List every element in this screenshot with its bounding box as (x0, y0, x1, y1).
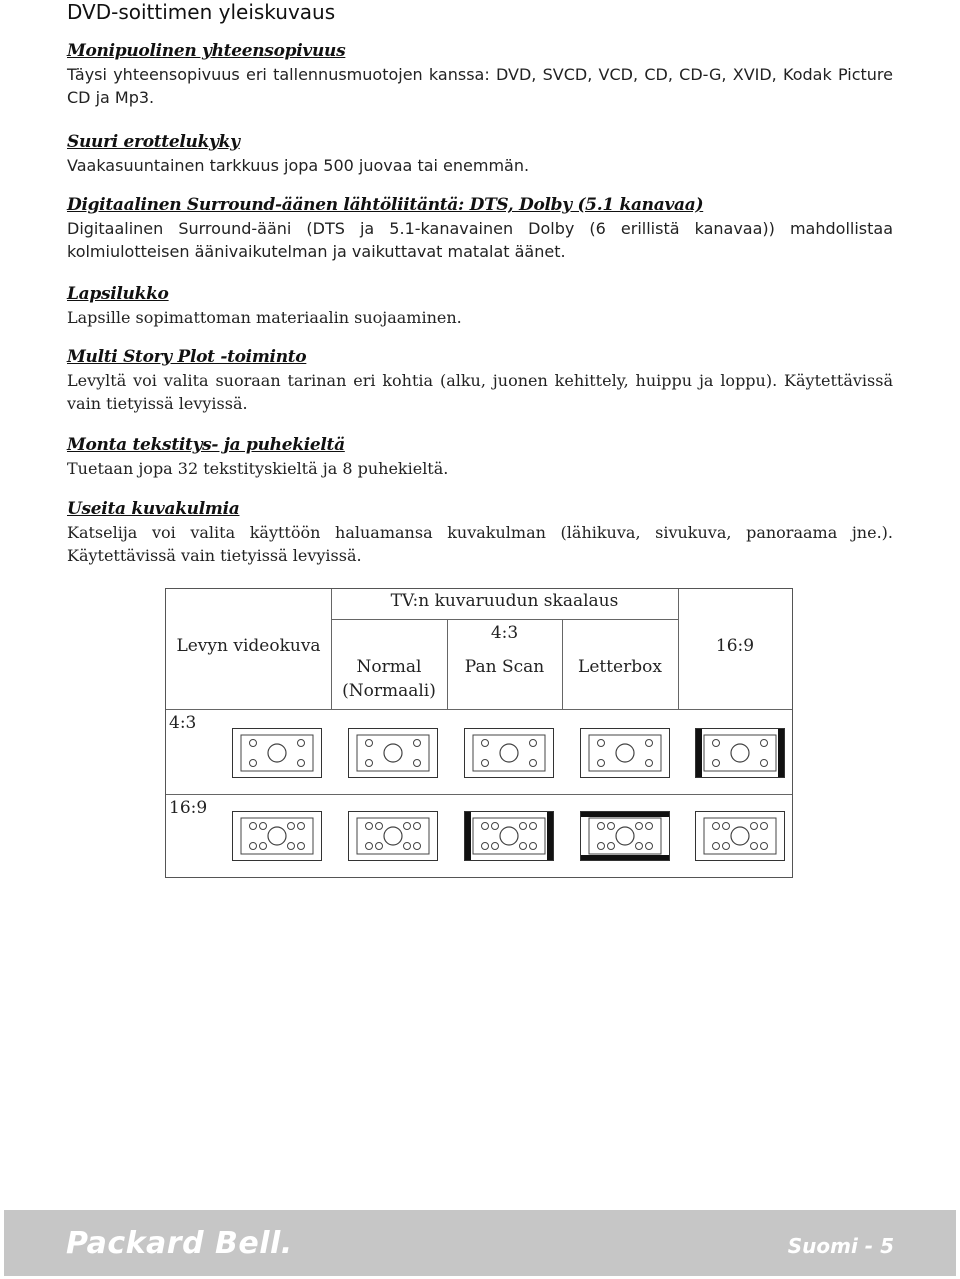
tv-frame-43-letterbox (580, 728, 670, 778)
table-divider (166, 794, 792, 795)
normal-label: Normal (356, 657, 422, 677)
page-footer (4, 1210, 956, 1276)
tv-frame-43-normal (348, 728, 438, 778)
normal-header (331, 655, 447, 703)
section-multi-story (67, 346, 893, 415)
section-body: Katselija voi valita käyttöön haluamansa kuvakulman (lähikuva, sivukuva, panoraama jne.). Käytettävissä vain tietyissä levyissä. (67, 523, 893, 565)
tv-frame-169-widescreen (695, 811, 785, 861)
section-body: Täysi yhteensopivuus eri tallennusmuotojen kanssa: DVD, SVCD, VCD, CD, CD-G, XVID, Kodak Picture CD ja Mp3. (67, 65, 893, 107)
section-angles (67, 498, 893, 567)
section-heading: Multi Story Plot -toiminto (67, 347, 307, 367)
section-body: Levyltä voi valita suoraan tarinan eri kohtia (alku, juonen kehittely, huippu ja loppu). Käytettävissä vain tietyissä levyissä. (67, 371, 893, 413)
disc-video-header: Levyn videokuva (176, 636, 321, 656)
ratio-169-header: 16:9 (715, 636, 755, 656)
section-parental-lock (67, 283, 893, 329)
section-body: Vaakasuuntainen tarkkuus jopa 500 juovaa tai enemmän. (67, 156, 530, 175)
tv-frame-43-disc (232, 728, 322, 778)
section-surround (67, 194, 893, 263)
tv-scaling-header: TV:n kuvaruudun skaalaus (390, 591, 619, 611)
section-heading: Digitaalinen Surround-äänen lähtöliitäntä: DTS, Dolby (5.1 kanavaa) (67, 195, 704, 215)
tv-frame-169-panscan (464, 811, 554, 861)
section-languages (67, 434, 893, 480)
row-label-169: 16:9 (169, 798, 208, 818)
tv-frame-169-disc (232, 811, 322, 861)
section-body: Tuetaan jopa 32 tekstityskieltä ja 8 puhekieltä. (67, 459, 449, 478)
section-heading: Monta tekstitys- ja puhekieltä (67, 435, 345, 455)
section-heading: Lapsilukko (67, 284, 169, 304)
tv-frame-169-letterbox (580, 811, 670, 861)
pan-scan-header: Pan Scan (464, 657, 545, 677)
tv-frame-43-widescreen (695, 728, 785, 778)
tv-frame-169-normal (348, 811, 438, 861)
table-divider (166, 709, 792, 710)
tv-frame-43-panscan (464, 728, 554, 778)
section-body: Lapsille sopimattoman materiaalin suojaaminen. (67, 308, 462, 327)
ratio-43-header: 4:3 (490, 623, 519, 643)
tv-scaling-table (165, 588, 793, 878)
section-heading: Suuri erottelukyky (67, 132, 240, 152)
page-title: DVD-soittimen yleiskuvaus (67, 0, 336, 24)
section-resolution (67, 131, 893, 177)
row-label-43: 4:3 (169, 713, 197, 733)
letterbox-header: Letterbox (578, 657, 662, 677)
table-divider (331, 619, 678, 620)
section-compatibility (67, 40, 893, 109)
page-number: Suomi - 5 (787, 1234, 894, 1258)
brand-logo: Packard Bell. (66, 1226, 293, 1261)
section-body: Digitaalinen Surround-ääni (DTS ja 5.1-kanavainen Dolby (6 erillistä kanavaa)) mahdollistaa kolmiulotteisen äänivaikutelman ja vaikuttavat matalat äänet. (67, 219, 893, 261)
section-heading: Monipuolinen yhteensopivuus (67, 41, 346, 61)
section-heading: Useita kuvakulmia (67, 499, 240, 519)
normal-sublabel: (Normaali) (342, 681, 436, 701)
